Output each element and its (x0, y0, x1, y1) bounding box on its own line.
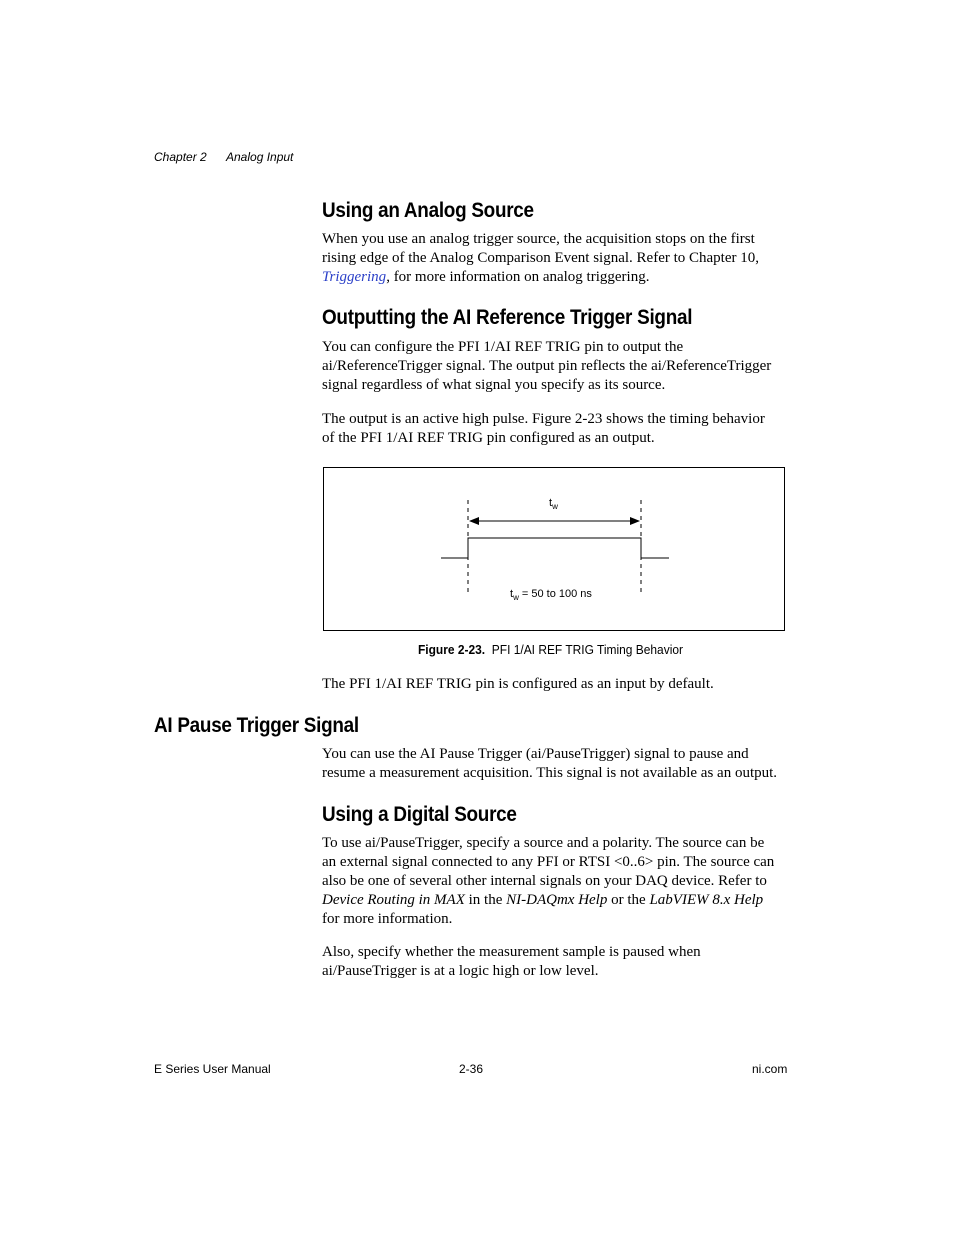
footer-website: ni.com (752, 1062, 788, 1076)
text-line (322, 268, 790, 287)
tw-label: $t_w$ (549, 497, 558, 511)
text-line: an external signal connected to any PFI or RTSI <0..6> pin. The source can (322, 854, 775, 870)
paragraph-analog-source (322, 230, 790, 287)
pulse-waveform (441, 538, 669, 558)
paragraph-output-2 (322, 410, 790, 448)
text-line: Also, specify whether the measurement sample is paused when (322, 944, 701, 960)
paragraph-digital-source (322, 834, 790, 929)
text-fragment: in the (464, 892, 507, 908)
footer-page-number: 2-36 (459, 1062, 484, 1076)
link-triggering[interactable]: Triggering (322, 269, 387, 285)
text-line: rising edge of the Analog Comparison Event signal. Refer to Chapter 10, (322, 250, 759, 266)
caption-number: Figure 2-23. (418, 642, 486, 657)
text-line: resume a measurement acquisition. This signal is not available as an output. (322, 765, 778, 781)
heading-ai-pause-trigger: AI Pause Trigger Signal (154, 714, 359, 737)
text-line: To use ai/PauseTrigger, specify a source and a polarity. The source can be (322, 835, 765, 851)
text-line: The PFI 1/AI REF TRIG pin is configured as an input by default. (322, 676, 714, 692)
timing-diagram-svg (324, 468, 784, 630)
text-line: of the PFI 1/AI REF TRIG pin configured as an output. (322, 430, 655, 446)
heading-using-analog-source: Using an Analog Source (322, 199, 534, 222)
tw-range-label: $t_w = 50$ to 100 ns (510, 588, 592, 602)
heading-outputting-ai-ref-trigger: Outputting the AI Reference Trigger Signal (322, 306, 693, 329)
text-line (322, 891, 790, 910)
text-line: The output is an active high pulse. Figure 2-23 shows the timing behavior (322, 411, 765, 427)
text-line: also be one of several other internal signals on your DAQ device. Refer to (322, 873, 767, 889)
text-line: You can configure the PFI 1/AI REF TRIG pin to output the (322, 339, 684, 355)
footer-manual-title: E Series User Manual (154, 1062, 271, 1076)
text-line: When you use an analog trigger source, the acquisition stops on the first (322, 231, 755, 247)
text-line: for more information. (322, 911, 453, 927)
text-line: ai/PauseTrigger is at a logic high or low level. (322, 963, 599, 979)
caption-text: PFI 1/AI REF TRIG Timing Behavior (491, 642, 683, 657)
figure-timing-diagram (323, 467, 785, 631)
paragraph-pause-trigger (322, 745, 790, 783)
ref-nidaqmx-help: NI-DAQmx Help (506, 892, 608, 908)
text-line: ai/ReferenceTrigger signal. The output pin reflects the ai/ReferenceTrigger (322, 358, 772, 374)
text-fragment: , for more information on analog triggering. (386, 269, 650, 285)
ref-device-routing: Device Routing in MAX (322, 892, 465, 908)
text-fragment: or the (607, 892, 650, 908)
text-line: You can use the AI Pause Trigger (ai/PauseTrigger) signal to pause and (322, 746, 749, 762)
ref-labview-help: LabVIEW 8.x Help (649, 892, 764, 908)
paragraph-digital-source-2 (322, 943, 790, 981)
figure-caption (418, 642, 683, 657)
header-section: Analog Input (226, 150, 294, 164)
text-line: signal regardless of what signal you specify as its source. (322, 377, 666, 393)
paragraph-after-figure (322, 675, 790, 694)
header-chapter: Chapter 2 (154, 150, 207, 164)
paragraph-output-1 (322, 338, 790, 395)
heading-using-digital-source: Using a Digital Source (322, 803, 517, 826)
